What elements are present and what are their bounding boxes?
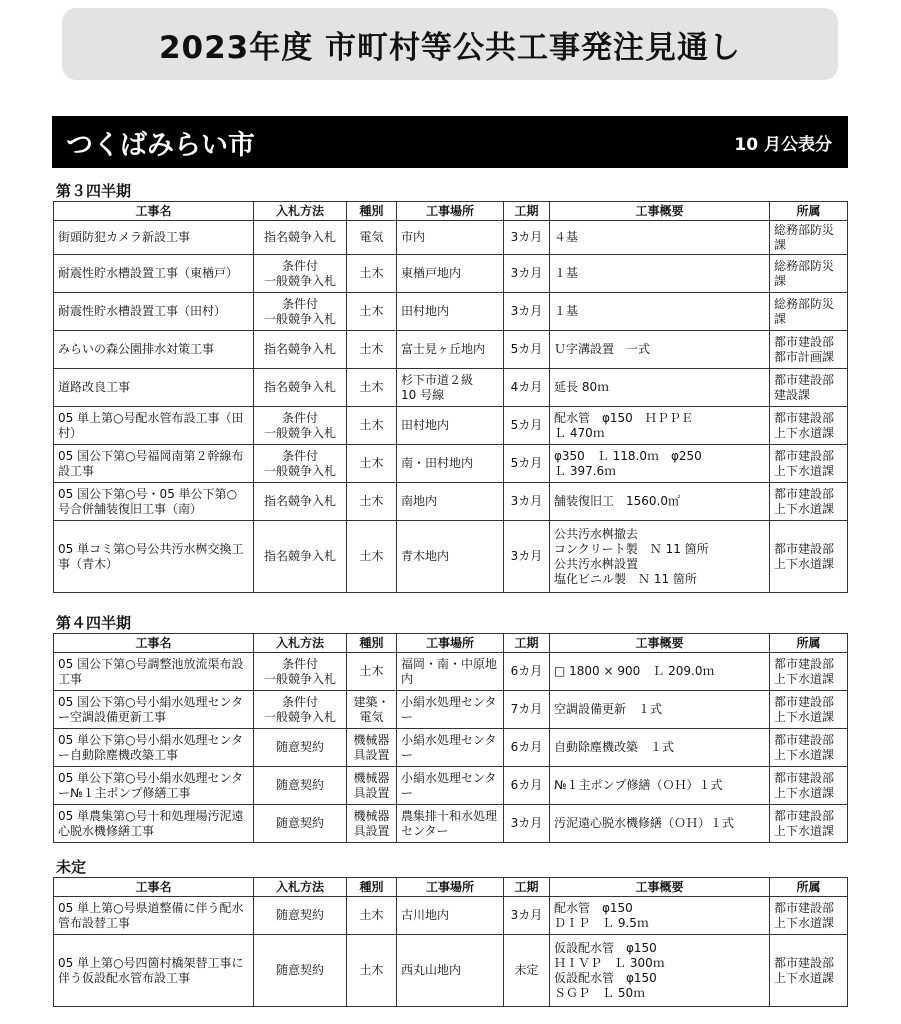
cell-method: 指名競争入札 bbox=[254, 483, 347, 521]
cell-place: 青木地内 bbox=[397, 521, 504, 593]
table-row bbox=[54, 445, 848, 483]
cell-name: 05 国公下第○号小絹水処理センター空調設備更新工事 bbox=[54, 691, 254, 729]
cell-period: 3カ月 bbox=[504, 897, 550, 935]
cell-summary: Ｕ字溝設置 一式 bbox=[550, 331, 770, 369]
cell-period: 5カ月 bbox=[504, 445, 550, 483]
cell-summary: □ 1800 × 900 Ｌ 209.0ｍ bbox=[550, 653, 770, 691]
cell-summary: 自動除塵機改築 １式 bbox=[550, 729, 770, 767]
column-header-summary: 工事概要 bbox=[550, 634, 770, 653]
table-row bbox=[54, 221, 848, 255]
cell-dept: 都市建設部 上下水道課 bbox=[770, 729, 848, 767]
table-row bbox=[54, 483, 848, 521]
cell-name: 05 国公下第○号・05 単公下第○号合併舗装復旧工事（南） bbox=[54, 483, 254, 521]
column-header-method: 入札方法 bbox=[254, 634, 347, 653]
cell-place: 西丸山地内 bbox=[397, 935, 504, 1007]
cell-type: 機械器 具設置 bbox=[347, 805, 397, 843]
city-name: つくばみらい市 bbox=[66, 129, 255, 161]
cell-period: 6カ月 bbox=[504, 767, 550, 805]
column-header-type: 種別 bbox=[347, 202, 397, 221]
cell-method: 随意契約 bbox=[254, 805, 347, 843]
cell-type: 土木 bbox=[347, 445, 397, 483]
cell-method: 随意契約 bbox=[254, 935, 347, 1007]
header-row bbox=[54, 878, 848, 897]
cell-type: 土木 bbox=[347, 331, 397, 369]
column-header-summary: 工事概要 bbox=[550, 878, 770, 897]
cell-dept: 都市建設部 上下水道課 bbox=[770, 935, 848, 1007]
cell-period: 3カ月 bbox=[504, 255, 550, 293]
cell-dept: 都市建設部 都市計画課 bbox=[770, 331, 848, 369]
cell-summary: １基 bbox=[550, 293, 770, 331]
cell-place: 南地内 bbox=[397, 483, 504, 521]
section-label-undecided: 未定 bbox=[56, 858, 87, 876]
column-header-dept: 所属 bbox=[770, 202, 848, 221]
table-row bbox=[54, 729, 848, 767]
cell-name: 05 単上第○号県道整備に伴う配水管布設替工事 bbox=[54, 897, 254, 935]
header-row bbox=[54, 202, 848, 221]
cell-period: 4カ月 bbox=[504, 369, 550, 407]
cell-name: みらいの森公園排水対策工事 bbox=[54, 331, 254, 369]
cell-period: 7カ月 bbox=[504, 691, 550, 729]
cell-method: 条件付 一般競争入札 bbox=[254, 691, 347, 729]
cell-period: 3カ月 bbox=[504, 293, 550, 331]
cell-type: 土木 bbox=[347, 255, 397, 293]
cell-name: 耐震性貯水槽設置工事（東楢戸） bbox=[54, 255, 254, 293]
cell-dept: 都市建設部 建設課 bbox=[770, 369, 848, 407]
cell-dept: 都市建設部 上下水道課 bbox=[770, 805, 848, 843]
cell-period: 3カ月 bbox=[504, 521, 550, 593]
cell-summary: 仮設配水管 φ150 ＨＩＶＰ Ｌ 300ｍ 仮設配水管 φ150 ＳＧＰ Ｌ 50ｍ bbox=[550, 935, 770, 1007]
section-label-q4: 第４四半期 bbox=[56, 614, 132, 632]
cell-method: 指名競争入札 bbox=[254, 331, 347, 369]
cell-place: 富士見ヶ丘地内 bbox=[397, 331, 504, 369]
column-header-type: 種別 bbox=[347, 634, 397, 653]
section-label-q3: 第３四半期 bbox=[56, 182, 132, 200]
cell-summary: 配水管 φ150 ＨＰＰＥ Ｌ 470ｍ bbox=[550, 407, 770, 445]
cell-dept: 都市建設部 上下水道課 bbox=[770, 483, 848, 521]
column-header-name: 工事名 bbox=[54, 878, 254, 897]
cell-period: 5カ月 bbox=[504, 331, 550, 369]
cell-name: 道路改良工事 bbox=[54, 369, 254, 407]
table-row bbox=[54, 369, 848, 407]
cell-method: 随意契約 bbox=[254, 897, 347, 935]
cell-period: 6カ月 bbox=[504, 729, 550, 767]
cell-summary: 延長 80ｍ bbox=[550, 369, 770, 407]
cell-period: 5カ月 bbox=[504, 407, 550, 445]
table-row bbox=[54, 293, 848, 331]
table-row bbox=[54, 521, 848, 593]
cell-type: 機械器 具設置 bbox=[347, 729, 397, 767]
cell-dept: 都市建設部 上下水道課 bbox=[770, 653, 848, 691]
cell-dept: 都市建設部 上下水道課 bbox=[770, 767, 848, 805]
cell-place: 古川地内 bbox=[397, 897, 504, 935]
cell-method: 随意契約 bbox=[254, 729, 347, 767]
cell-dept: 都市建設部 上下水道課 bbox=[770, 691, 848, 729]
table-row bbox=[54, 255, 848, 293]
cell-type: 土木 bbox=[347, 897, 397, 935]
cell-summary: 舗装復旧工 1560.0㎡ bbox=[550, 483, 770, 521]
publish-note: 10 月公表分 bbox=[734, 134, 832, 155]
cell-place: 小絹水処理センター bbox=[397, 767, 504, 805]
cell-summary: φ350 Ｌ 118.0ｍ φ250 Ｌ 397.6ｍ bbox=[550, 445, 770, 483]
column-header-place: 工事場所 bbox=[397, 634, 504, 653]
header-row bbox=[54, 634, 848, 653]
cell-type: 土木 bbox=[347, 369, 397, 407]
cell-summary: №１主ポンプ修繕（ＯＨ）１式 bbox=[550, 767, 770, 805]
cell-place: 小絹水処理センター bbox=[397, 691, 504, 729]
column-header-type: 種別 bbox=[347, 878, 397, 897]
cell-name: 05 単農集第○号十和処理場汚泥遠心脱水機修繕工事 bbox=[54, 805, 254, 843]
cell-dept: 都市建設部 上下水道課 bbox=[770, 897, 848, 935]
cell-place: 南・田村地内 bbox=[397, 445, 504, 483]
column-header-name: 工事名 bbox=[54, 202, 254, 221]
table-row bbox=[54, 331, 848, 369]
column-header-place: 工事場所 bbox=[397, 202, 504, 221]
cell-name: 05 国公下第○号福岡南第２幹線布設工事 bbox=[54, 445, 254, 483]
column-header-period: 工期 bbox=[504, 878, 550, 897]
cell-method: 随意契約 bbox=[254, 767, 347, 805]
cell-summary: 配水管 φ150 ＤＩＰ Ｌ 9.5ｍ bbox=[550, 897, 770, 935]
column-header-period: 工期 bbox=[504, 202, 550, 221]
cell-name: 05 単公下第○号小絹水処理センター自動除塵機改築工事 bbox=[54, 729, 254, 767]
cell-name: 耐震性貯水槽設置工事（田村） bbox=[54, 293, 254, 331]
cell-name: 街頭防犯カメラ新設工事 bbox=[54, 221, 254, 255]
cell-name: 05 単公下第○号小絹水処理センター№１主ポンプ修繕工事 bbox=[54, 767, 254, 805]
cell-method: 指名競争入札 bbox=[254, 369, 347, 407]
cell-summary: ４基 bbox=[550, 221, 770, 255]
cell-place: 田村地内 bbox=[397, 293, 504, 331]
table-row bbox=[54, 767, 848, 805]
cell-place: 福岡・南・中原地内 bbox=[397, 653, 504, 691]
table-row bbox=[54, 407, 848, 445]
column-header-dept: 所属 bbox=[770, 634, 848, 653]
cell-method: 条件付 一般競争入札 bbox=[254, 255, 347, 293]
cell-summary: 空調設備更新 １式 bbox=[550, 691, 770, 729]
table-row bbox=[54, 935, 848, 1007]
cell-type: 土木 bbox=[347, 483, 397, 521]
cell-summary: 汚泥遠心脱水機修繕（ＯＨ）１式 bbox=[550, 805, 770, 843]
cell-period: 未定 bbox=[504, 935, 550, 1007]
cell-method: 指名競争入札 bbox=[254, 521, 347, 593]
cell-name: 05 国公下第○号調整池放流渠布設工事 bbox=[54, 653, 254, 691]
cell-method: 条件付 一般競争入札 bbox=[254, 653, 347, 691]
column-header-method: 入札方法 bbox=[254, 878, 347, 897]
cell-name: 05 単コミ第○号公共汚水桝交換工事（青木） bbox=[54, 521, 254, 593]
cell-dept: 都市建設部 上下水道課 bbox=[770, 445, 848, 483]
cell-type: 土木 bbox=[347, 293, 397, 331]
cell-summary: 公共汚水桝撤去 コンクリート製 Ｎ 11 箇所 公共汚水桝設置 塩化ビニル製 Ｎ 11 箇所 bbox=[550, 521, 770, 593]
table-row bbox=[54, 805, 848, 843]
cell-method: 指名競争入札 bbox=[254, 221, 347, 255]
cell-type: 土木 bbox=[347, 407, 397, 445]
cell-type: 建築・ 電気 bbox=[347, 691, 397, 729]
cell-dept: 総務部防災課 bbox=[770, 255, 848, 293]
cell-name: 05 単上第○号四箇村橋架替工事に伴う仮設配水管布設工事 bbox=[54, 935, 254, 1007]
table-row bbox=[54, 653, 848, 691]
cell-dept: 都市建設部 上下水道課 bbox=[770, 521, 848, 593]
cell-place: 市内 bbox=[397, 221, 504, 255]
table-row bbox=[54, 691, 848, 729]
column-header-method: 入札方法 bbox=[254, 202, 347, 221]
cell-method: 条件付 一般競争入札 bbox=[254, 445, 347, 483]
column-header-place: 工事場所 bbox=[397, 878, 504, 897]
works-table-undecided bbox=[53, 877, 848, 1007]
cell-place: 小絹水処理センター bbox=[397, 729, 504, 767]
cell-place: 田村地内 bbox=[397, 407, 504, 445]
cell-period: 3カ月 bbox=[504, 221, 550, 255]
column-header-dept: 所属 bbox=[770, 878, 848, 897]
cell-type: 電気 bbox=[347, 221, 397, 255]
column-header-name: 工事名 bbox=[54, 634, 254, 653]
city-header-bar bbox=[52, 116, 848, 168]
cell-summary: １基 bbox=[550, 255, 770, 293]
table-row bbox=[54, 897, 848, 935]
cell-place: 東楢戸地内 bbox=[397, 255, 504, 293]
cell-method: 条件付 一般競争入札 bbox=[254, 407, 347, 445]
works-table-q3 bbox=[53, 201, 848, 593]
cell-type: 機械器 具設置 bbox=[347, 767, 397, 805]
cell-dept: 都市建設部 上下水道課 bbox=[770, 407, 848, 445]
cell-period: 3カ月 bbox=[504, 805, 550, 843]
cell-period: 6カ月 bbox=[504, 653, 550, 691]
cell-period: 3カ月 bbox=[504, 483, 550, 521]
cell-dept: 総務部防災課 bbox=[770, 293, 848, 331]
cell-place: 農集排十和水処理センター bbox=[397, 805, 504, 843]
column-header-summary: 工事概要 bbox=[550, 202, 770, 221]
cell-name: 05 単上第○号配水管布設工事（田村） bbox=[54, 407, 254, 445]
page-title: 2023年度 市町村等公共工事発注見通し bbox=[62, 8, 838, 80]
cell-type: 土木 bbox=[347, 653, 397, 691]
works-table-q4 bbox=[53, 633, 848, 843]
column-header-period: 工期 bbox=[504, 634, 550, 653]
cell-type: 土木 bbox=[347, 935, 397, 1007]
cell-type: 土木 bbox=[347, 521, 397, 593]
cell-place: 杉下市道２級 10 号線 bbox=[397, 369, 504, 407]
cell-dept: 総務部防災課 bbox=[770, 221, 848, 255]
cell-method: 条件付 一般競争入札 bbox=[254, 293, 347, 331]
